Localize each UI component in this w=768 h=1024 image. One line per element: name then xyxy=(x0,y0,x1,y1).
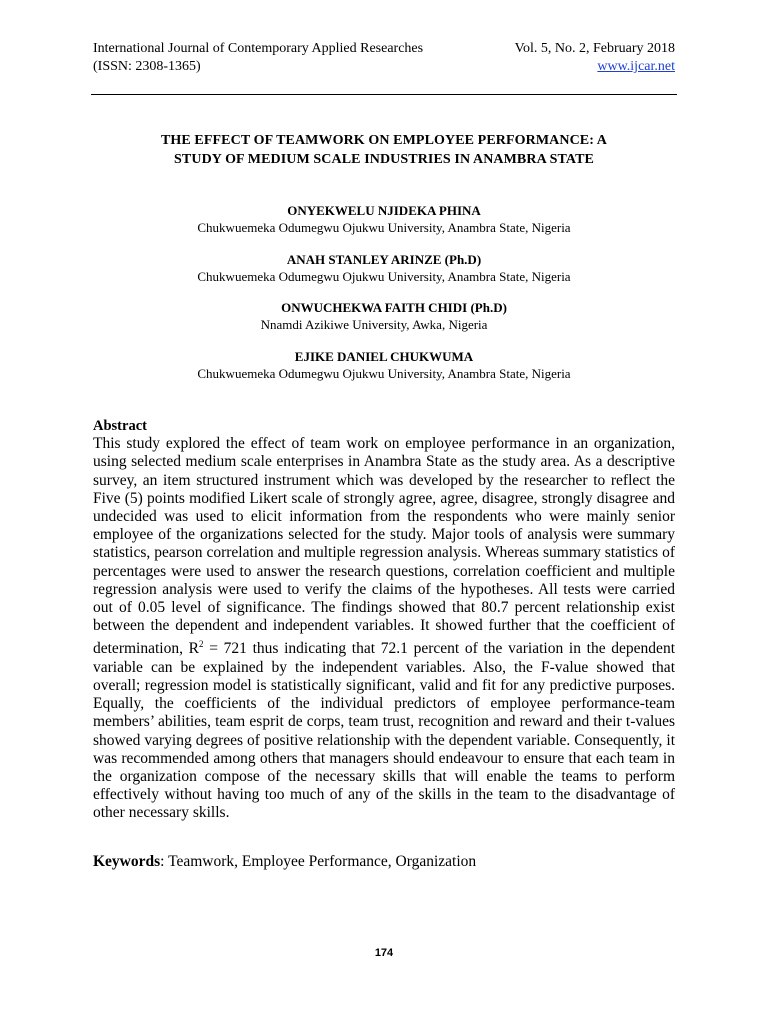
paper-title xyxy=(93,131,675,169)
abstract-body xyxy=(93,435,675,822)
volume-issue: Vol. 5, No. 2, February 2018 xyxy=(514,41,675,56)
keywords-label: Keywords xyxy=(93,853,161,870)
author-name: ONYEKWELU NJIDEKA PHINA xyxy=(287,203,481,218)
author-block-3 xyxy=(93,299,675,333)
issn: (ISSN: 2308-1365) xyxy=(93,59,201,74)
header-divider xyxy=(91,94,677,95)
journal-name: International Journal of Contemporary Applied Researches xyxy=(93,41,424,56)
author-affiliation: Chukwuemeka Odumegwu Ojukwu University, Anambra State, Nigeria xyxy=(197,366,571,381)
author-name: EJIKE DANIEL CHUKWUMA xyxy=(294,349,474,364)
keywords-value: : Teamwork, Employee Performance, Organization xyxy=(160,853,477,870)
author-name: ANAH STANLEY ARINZE (Ph.D) xyxy=(286,252,482,267)
author-block-1 xyxy=(93,202,675,236)
author-affiliation: Chukwuemeka Odumegwu Ojukwu University, Anambra State, Nigeria xyxy=(197,220,571,235)
author-name: ONWUCHEKWA FAITH CHIDI (Ph.D) xyxy=(281,300,507,315)
title-line-1: THE EFFECT OF TEAMWORK ON EMPLOYEE PERFORMANCE: A xyxy=(160,133,608,148)
header-row-1 xyxy=(93,40,675,58)
running-header xyxy=(93,40,675,76)
author-block-2 xyxy=(93,251,675,285)
abstract-superscript: 2 xyxy=(199,639,204,650)
abstract-text-part-1: This study explored the effect of team work on employee performance in an organization, using selected medium scale enterprises in Anambra State as the study area. As a descriptive survey, an item structured instrument which was developed by the researcher to reflect the Five (5) points modified Likert scale of strongly agree, agree, disagree, strongly disagree and undecided was used to elicit information from the respondents who were mainly senior employee of the organizations selected for the study. Major tools of analysis were summary statistics, pearson correlation and multiple regression analysis. Whereas summary statistics of percentages were used to answer the research questions, correlation coefficient and multiple regression analysis were used to verify the claims of the hypotheses. All tests were carried out of 0.05 level of significance. The findings showed that 80.7 percent relationship exist between the dependent and independent variables. It showed further that the coefficient of determination, R xyxy=(93,435,675,658)
page-number: 174 xyxy=(374,947,394,959)
website-link[interactable]: www.ijcar.net xyxy=(597,59,675,74)
keywords-line xyxy=(93,853,675,871)
author-block-4 xyxy=(93,348,675,382)
title-line-2: STUDY OF MEDIUM SCALE INDUSTRIES IN ANAMBRA STATE xyxy=(174,152,594,167)
author-affiliation: Chukwuemeka Odumegwu Ojukwu University, Anambra State, Nigeria xyxy=(197,269,571,284)
abstract-heading: Abstract xyxy=(93,418,147,434)
author-affiliation: Nnamdi Azikiwe University, Awka, Nigeria xyxy=(260,317,488,332)
abstract-section xyxy=(93,417,675,823)
header-row-2 xyxy=(93,58,675,76)
abstract-text-part-2: = 721 thus indicating that 72.1 percent of the variation in the dependent variable can be explained by the independent variables. Also, the F-value showed that overall; regression model is statistically significant, valid and fit for any predictive purposes. Equally, the coefficients of the individual predictors of employee performance-team members’ abilities, team esprit de corps, team trust, recognition and reward and their t-values showed varying degrees of positive relationship with the dependent variable. Consequently, it was recommended among others that managers should endeavour to ensure that each team in the organization compose of the necessary skills that will enable the teams to perform effectively without having too much of any of the skills in the team to the disadvantage of other necessary skills. xyxy=(93,640,675,822)
